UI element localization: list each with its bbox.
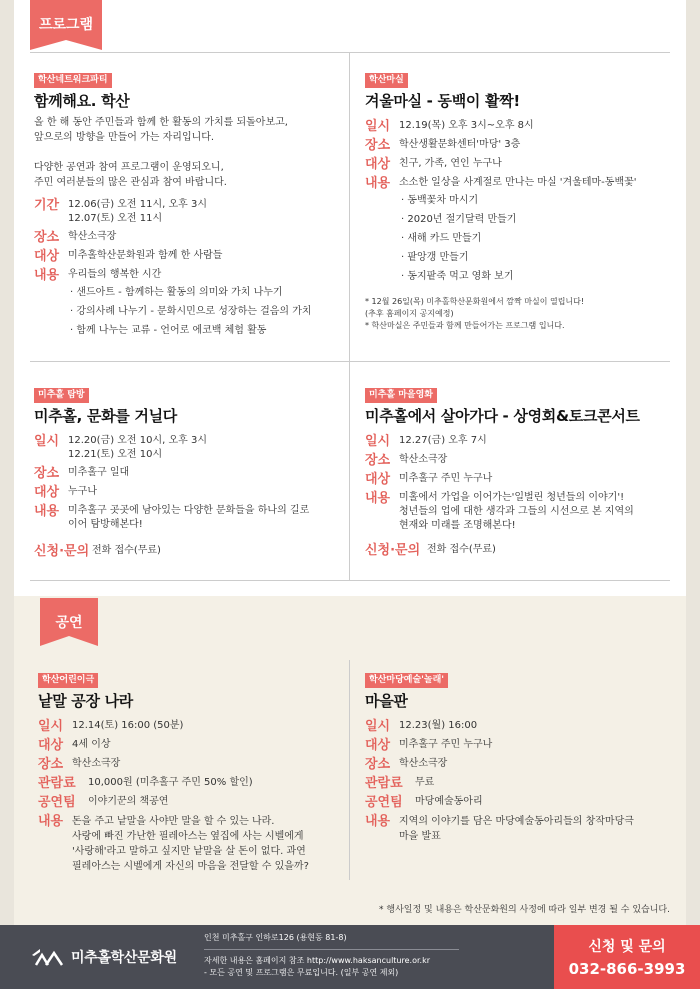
contact-phone[interactable]: 032-866-3993: [568, 960, 686, 978]
info-value: 누구나: [68, 486, 97, 497]
list-item: · 새해 카드 만들기: [401, 233, 482, 244]
info-value: 학산소극장: [399, 758, 448, 769]
card-description: 올 한 해 동안 주민들과 함께 한 활동의 가치를 되돌아보고, 앞으로의 방향을 만들어 가는 자리입니다. 다양한 공연과 참여 프로그램이 운영되오니, 주민 여러분들의 많은 관심과 참여 바랍니다.: [34, 117, 288, 188]
card-title: 겨울마실 - 동백이 활짝!: [365, 92, 520, 110]
info-value: 우리들의 행복한 시간: [68, 269, 162, 280]
info-row: [34, 249, 344, 264]
info-row: [34, 544, 344, 559]
list-item: · 샌드아트 - 함께하는 활동의 의미와 가치 나누기: [70, 287, 283, 298]
info-key: 일시: [365, 119, 391, 134]
info-key: 관람료: [38, 776, 76, 791]
info-row: [38, 719, 344, 734]
info-row: [365, 543, 670, 558]
info-value: 전화 접수(무료): [427, 544, 496, 555]
info-row: [365, 157, 670, 172]
info-key: 장소: [38, 757, 64, 772]
info-value: 12.19(목) 오후 3시~오후 8시: [399, 120, 534, 131]
footnote: * 행사일정 및 내용은 학산문화원의 사정에 따라 일부 변경 될 수 있습니다.: [379, 905, 670, 915]
info-value: 12.14(토) 16:00 (50분): [72, 720, 184, 731]
footer-info: [204, 932, 459, 979]
info-value: 미추홀구 일대: [68, 467, 130, 478]
info-value: 소소한 일상을 사계절로 만나는 마실 '겨울테마-동백꽃': [399, 177, 637, 188]
info-key: 장소: [34, 230, 60, 245]
divider: [349, 52, 350, 580]
info-key: 신청·문의: [34, 544, 90, 559]
info-row: [365, 795, 670, 810]
logo-text: 미추홀학산문화원: [71, 950, 177, 966]
org-logo-icon: [30, 947, 66, 967]
info-key: 신청·문의: [365, 543, 421, 558]
info-value: 미추홀구 곳곳에 남아있는 다양한 문화들을 하나의 길로 이어 탐방해본다!: [68, 505, 310, 530]
info-key: 내용: [365, 814, 391, 829]
info-value: 4세 이상: [72, 739, 111, 750]
info-key: 일시: [365, 434, 391, 449]
divider: [30, 361, 670, 362]
right-border: [686, 0, 700, 925]
card-village-stage: [365, 667, 670, 844]
homepage-link[interactable]: 자세한 내용은 홈페이지 참조 http://www.haksanculture.or.kr: [204, 956, 430, 965]
card-tag: 학산마실: [365, 73, 408, 88]
info-key: 장소: [365, 453, 391, 468]
info-value: 전화 접수(무료): [92, 545, 161, 556]
info-key: 대상: [365, 157, 391, 172]
info-value: 무료: [415, 777, 435, 788]
card-title: 미추홀, 문화를 거닐다: [34, 407, 177, 425]
info-value: 학산소극장: [399, 454, 448, 465]
info-row: [38, 795, 344, 810]
divider: [30, 580, 670, 581]
info-row: [365, 453, 670, 468]
divider: [30, 52, 670, 53]
card-title: 미추홀에서 살아가다 - 상영회&토크콘서트: [365, 407, 640, 425]
info-key: 장소: [34, 466, 60, 481]
card-title: 마을판: [365, 692, 408, 710]
list-item: · 2020년 절기달력 만들기: [401, 214, 517, 225]
info-row: [34, 230, 344, 245]
card-network-party: [34, 67, 344, 340]
info-key: 장소: [365, 757, 391, 772]
info-key: 내용: [365, 491, 391, 506]
card-word-factory: [38, 667, 344, 874]
card-tag: 미추홀 마을영화: [365, 388, 437, 403]
info-key: 관람료: [365, 776, 403, 791]
program-ribbon: 프로그램: [30, 0, 102, 40]
info-row: [34, 504, 344, 532]
info-row: [34, 434, 344, 462]
contact-box: [554, 925, 700, 989]
info-row: [365, 757, 670, 772]
info-key: 내용: [38, 814, 64, 829]
info-value: 학산소극장: [72, 758, 121, 769]
card-title: 함께해요. 학산: [34, 92, 130, 110]
logo: [30, 947, 177, 967]
card-mchuhol-tour: [34, 382, 344, 559]
info-row: [365, 472, 670, 487]
info-key: 대상: [365, 738, 391, 753]
card-tag: 미추홀 탐방: [34, 388, 89, 403]
info-key: 내용: [365, 176, 391, 191]
info-value: 지역의 이야기를 담은 마당예술동아리들의 창작마당극 마을 발표: [399, 816, 634, 842]
info-key: 장소: [365, 138, 391, 153]
info-key: 일시: [34, 434, 60, 449]
footer: [0, 925, 700, 989]
info-row: [365, 119, 670, 134]
info-value: 친구, 가족, 연인 누구나: [399, 158, 502, 169]
info-value: 이야기꾼의 책공연: [88, 796, 169, 807]
card-tag: 학산마당예술'놀래': [365, 673, 448, 688]
info-row: [365, 719, 670, 734]
info-key: 대상: [365, 472, 391, 487]
info-value: 미추홀구 주민 누구나: [399, 739, 493, 750]
info-value: 12.27(금) 오후 7시: [399, 435, 487, 446]
info-row: [365, 776, 670, 791]
info-row: [34, 268, 344, 283]
list-item: · 팥앙갱 만들기: [401, 252, 469, 263]
card-tag: 학산어린이극: [38, 673, 98, 688]
info-row: [38, 814, 344, 874]
list-item: · 강의사례 나누기 - 문화시민으로 성장하는 걸음의 가치: [70, 306, 312, 317]
info-key: 공연팀: [365, 795, 403, 810]
info-row: [34, 485, 344, 500]
free-note: - 모든 공연 및 프로그램은 무료입니다. (일부 공연 제외): [204, 968, 399, 977]
info-key: 내용: [34, 504, 60, 519]
info-value: 학산생활문화센터'마당' 3층: [399, 139, 521, 150]
info-row: [365, 814, 670, 844]
info-value: 12.20(금) 오전 10시, 오후 3시 12.21(토) 오전 10시: [68, 435, 208, 460]
performance-ribbon: 공연: [40, 598, 98, 636]
info-row: [38, 776, 344, 791]
info-value: 미홀에서 가업을 이어가는'일벌린 청년들의 이야기'! 청년들의 업에 대한 생각과 그들의 시선으로 본 지역의 현재와 미래를 조명해본다!: [399, 492, 634, 531]
info-row: [34, 466, 344, 481]
notes: * 12월 26일(목) 미추홀학산문화원에서 깜짝 마실이 열립니다! (추후 홈페이지 공지예정) * 학산마실은 주민들과 함께 만들어가는 프로그램 입니다.: [365, 297, 585, 330]
info-row: [38, 738, 344, 753]
card-village-film: [365, 382, 670, 558]
info-value: 미추홀학산문화원과 함께 한 사람들: [68, 250, 223, 261]
info-value: 12.23(월) 16:00: [399, 720, 478, 731]
info-value: 학산소극장: [68, 231, 117, 242]
card-title: 낱말 공장 나라: [38, 692, 133, 710]
info-value: 돈을 주고 낱말을 사야만 말을 할 수 있는 나라. 사랑에 빠진 가난한 필레아스는 옆집에 사는 시벨에게 '사랑해'라고 말하고 싶지만 낱말을 살 돈이 없다. 과연 필레아스는 시벨에게 자신의 마음을 전달할 수 있을까?: [72, 816, 309, 872]
info-key: 일시: [365, 719, 391, 734]
list-item: · 동지팥죽 먹고 영화 보기: [401, 271, 514, 282]
info-key: 공연팀: [38, 795, 76, 810]
info-row: [365, 138, 670, 153]
info-key: 일시: [38, 719, 64, 734]
info-key: 대상: [34, 485, 60, 500]
info-value: 마당예술동아리: [415, 796, 483, 807]
bullet-list: [70, 283, 344, 340]
info-value: 10,000원 (미추홀구 주민 50% 할인): [88, 777, 253, 788]
info-key: 대상: [38, 738, 64, 753]
info-key: 내용: [34, 268, 60, 283]
info-row: [365, 491, 670, 533]
info-value: 미추홀구 주민 누구나: [399, 473, 493, 484]
info-row: [365, 738, 670, 753]
info-key: 대상: [34, 249, 60, 264]
divider: [349, 660, 350, 880]
info-row: [38, 757, 344, 772]
list-item: · 함께 나누는 교류 - 언어로 에코백 체험 활동: [70, 325, 267, 336]
card-tag: 학산네트워크파티: [34, 73, 112, 88]
info-value: 12.06(금) 오전 11시, 오후 3시 12.07(토) 오전 11시: [68, 199, 208, 224]
address: 인천 미추홀구 인하로126 (용현동 81-8): [204, 932, 459, 950]
bullet-list: [401, 191, 670, 286]
info-row: [34, 198, 344, 226]
info-row: [365, 176, 670, 191]
list-item: · 동백꽃차 마시기: [401, 195, 479, 206]
info-key: 기간: [34, 198, 60, 213]
left-border: [0, 0, 14, 925]
card-winter-village: [365, 67, 670, 332]
info-row: [365, 434, 670, 449]
contact-label: 신청 및 문의: [588, 939, 666, 955]
